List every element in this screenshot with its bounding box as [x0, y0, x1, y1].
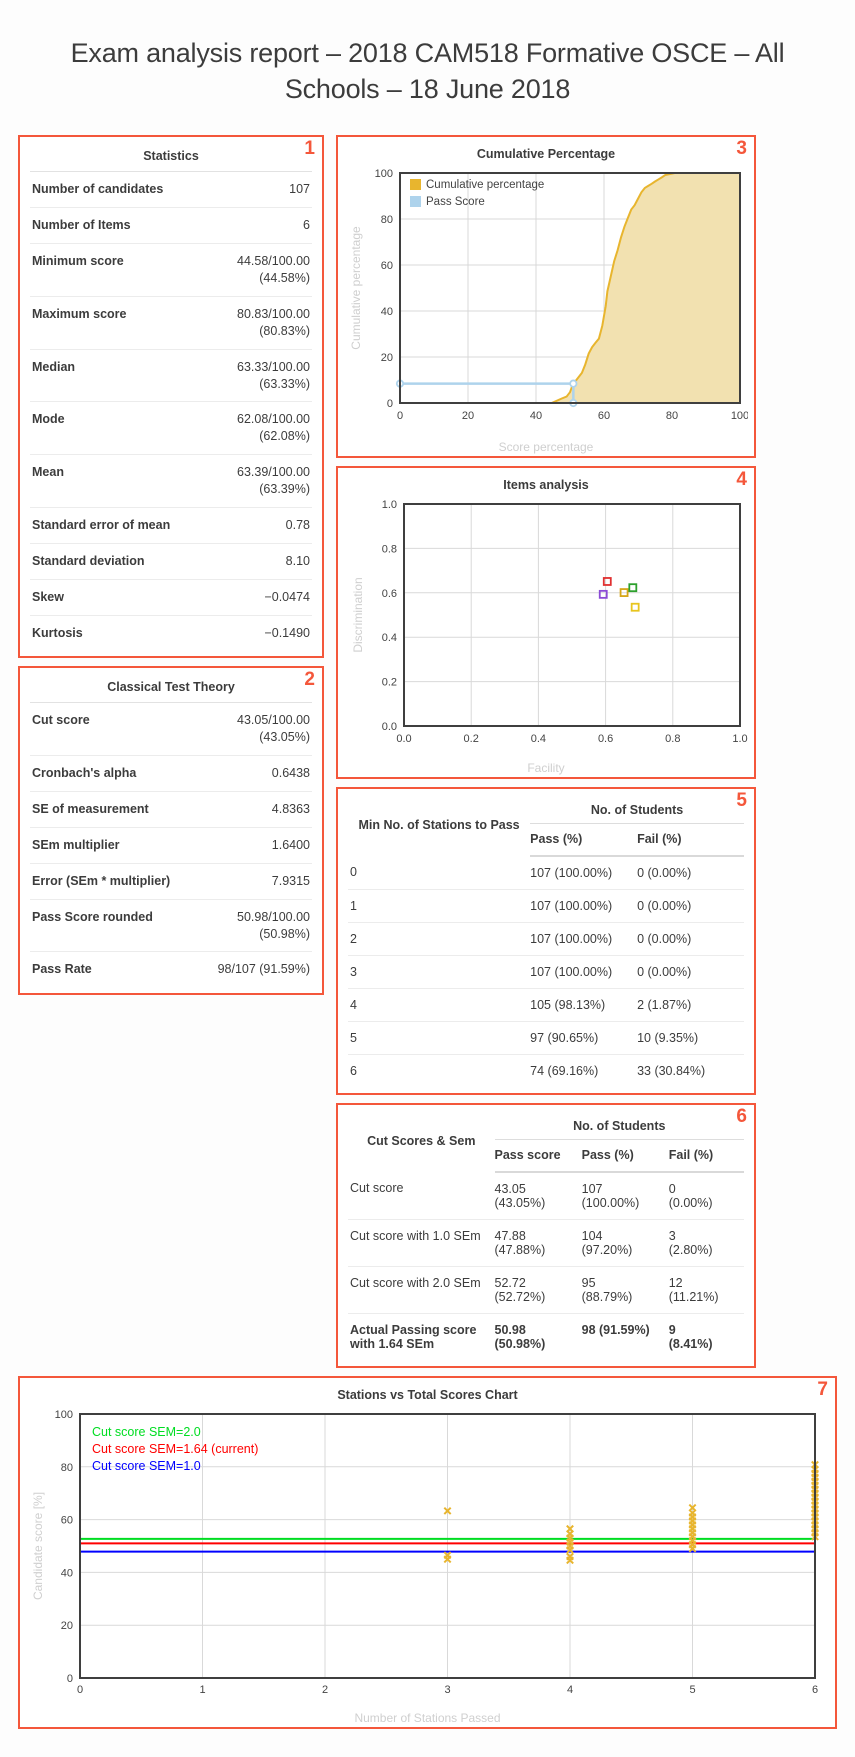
y-tick: 100 — [54, 1409, 73, 1422]
stations-ylabel: Candidate score [%] — [31, 1492, 45, 1601]
table-row — [348, 1267, 744, 1314]
cell-fail-sub: (0.00%) — [668, 1196, 713, 1211]
row-value-main: 0.6438 — [271, 766, 310, 781]
x-tick: 2 — [321, 1684, 329, 1697]
y-tick: 0 — [66, 1673, 73, 1686]
cell-fail: 33 (30.84%) — [637, 1064, 706, 1079]
row-label: Standard error of mean — [30, 507, 177, 543]
cell-fail-sub: (11.21%) — [668, 1290, 719, 1305]
items-ylabel: Discrimination — [351, 577, 365, 654]
cell-pass — [582, 1314, 669, 1361]
row-value — [177, 296, 312, 349]
col-header-fail: Fail (%) — [669, 1140, 744, 1173]
row-value-main: 1.6400 — [271, 837, 310, 852]
row-value — [177, 756, 312, 792]
row-value-main: 62.08/100.00 — [237, 412, 310, 427]
table-row — [30, 827, 312, 863]
row-value — [177, 244, 312, 297]
x-tick: 4 — [566, 1684, 574, 1697]
cumulative-chart-svg — [348, 163, 748, 433]
cell-fail: 0 (0.00%) — [637, 956, 744, 989]
stations-row-header: Min No. of Stations to Pass — [358, 817, 520, 832]
cell-pass — [582, 1220, 669, 1267]
right-column — [336, 135, 756, 1376]
row-value — [177, 349, 312, 402]
cell-stations: 2 — [348, 923, 530, 956]
x-tick: 40 — [529, 410, 543, 423]
x-tick: 5 — [689, 1684, 696, 1697]
cumulative-percentage-chart — [348, 163, 748, 438]
min-stations-table — [348, 793, 744, 1087]
x-tick: 3 — [444, 1684, 451, 1697]
report-columns — [0, 135, 855, 1376]
stations-annotation-0: Cut score SEM=2.0 — [92, 1425, 201, 1440]
cell-fail: 0 (0.00%) — [637, 856, 744, 890]
items-data-point — [632, 604, 639, 611]
cell-stations: 5 — [348, 1022, 530, 1055]
table-row — [30, 579, 312, 615]
cell-pass: 105 (98.13%) — [530, 989, 637, 1022]
table-row — [30, 349, 312, 402]
row-value — [177, 208, 312, 244]
row-value-main: 7.9315 — [271, 873, 310, 888]
exam-analysis-report-page — [0, 18, 855, 1757]
row-value — [177, 899, 312, 952]
statistics-title: Statistics — [30, 141, 312, 172]
table-row — [348, 856, 744, 890]
cell-fail: 2 (1.87%) — [637, 989, 744, 1022]
row-value — [177, 543, 312, 579]
table-title-row — [30, 672, 312, 703]
table-row — [30, 208, 312, 244]
table-row — [30, 507, 312, 543]
cell-fail-main: 9 — [668, 1323, 676, 1338]
panel-cumulative-percentage — [336, 135, 756, 458]
cell-pass-score — [495, 1220, 582, 1267]
y-tick: 0.8 — [381, 543, 397, 556]
panel-min-stations-students — [336, 787, 756, 1095]
table-row — [30, 455, 312, 508]
items-xaxis-label: Facility — [527, 761, 565, 776]
cell-fail: 0 (0.00%) — [637, 890, 744, 923]
row-value-main: −0.0474 — [264, 589, 310, 604]
cell-pass-main: 98 (91.59%) — [581, 1323, 650, 1338]
row-value — [177, 579, 312, 615]
y-tick: 80 — [60, 1462, 73, 1475]
row-value-main: 43.05/100.00 — [237, 713, 310, 728]
table-row — [30, 402, 312, 455]
row-label: Minimum score — [30, 244, 177, 297]
row-value-sub: (80.83%) — [259, 323, 310, 338]
x-tick: 80 — [665, 410, 679, 423]
cell-stations: 1 — [348, 890, 530, 923]
panel-number-1: 1 — [304, 138, 315, 160]
y-tick: 0 — [386, 398, 393, 411]
cell-pass-score-sub: (50.98%) — [494, 1337, 546, 1352]
items-data-point — [629, 585, 636, 592]
table-row — [30, 792, 312, 828]
panel-number-2: 2 — [304, 669, 315, 691]
cell-pass-score — [495, 1172, 582, 1220]
cutscores-group-header: No. of Students — [495, 1109, 744, 1140]
row-value — [177, 863, 312, 899]
row-value-main: 63.33/100.00 — [237, 359, 310, 374]
cell-pass-score-main: 43.05 — [494, 1182, 526, 1197]
legend-label-cumulative: Cumulative percentage — [426, 179, 545, 192]
cell-pass: 107 (100.00%) — [530, 856, 637, 890]
row-value — [177, 952, 312, 987]
cell-fail — [669, 1267, 744, 1314]
cell-pass-score-sub: (52.72%) — [494, 1290, 546, 1305]
cell-pass: 107 (100.00%) — [530, 923, 637, 956]
row-value-main: 4.8363 — [271, 802, 310, 817]
cell-pass-main: 95 — [581, 1276, 596, 1291]
y-tick: 0.4 — [381, 632, 397, 645]
table-row — [348, 956, 744, 989]
items-data-point — [604, 578, 611, 585]
row-value — [177, 615, 312, 650]
row-value-main: 63.39/100.00 — [237, 465, 310, 480]
items-analysis-chart — [348, 494, 748, 759]
table-row — [30, 756, 312, 792]
x-tick: 20 — [461, 410, 475, 423]
cell-fail-sub: (2.80%) — [668, 1243, 713, 1258]
cumulative-legend — [410, 179, 544, 208]
left-column — [18, 135, 324, 1003]
cell-fail-main: 3 — [668, 1229, 676, 1244]
cell-pass: 74 (69.16%) — [530, 1064, 599, 1079]
ctt-title: Classical Test Theory — [30, 672, 312, 703]
group-header-row — [348, 793, 744, 824]
table-row — [30, 296, 312, 349]
stations-chart-svg — [30, 1404, 825, 1704]
statistics-table — [30, 141, 312, 650]
col-header-pass: Pass (%) — [582, 1140, 669, 1173]
y-tick: 40 — [60, 1567, 73, 1580]
row-label: Kurtosis — [32, 625, 83, 640]
cumulative-chart-title: Cumulative Percentage — [476, 147, 616, 162]
ctt-table — [30, 672, 312, 987]
col-header-fail: Fail (%) — [637, 824, 744, 857]
row-value-main: 8.10 — [285, 553, 310, 568]
table-row — [348, 1220, 744, 1267]
row-value-sub: (50.98%) — [259, 926, 310, 941]
row-label: Skew — [30, 579, 177, 615]
row-value-sub: (44.58%) — [259, 271, 310, 286]
row-value-sub: (63.39%) — [259, 482, 310, 497]
row-label: Error (SEm * multiplier) — [30, 863, 177, 899]
group-header-row — [348, 1109, 744, 1140]
row-label: Number of candidates — [30, 172, 177, 208]
row-value-main: 6 — [303, 218, 310, 233]
row-value-main: 107 — [289, 182, 310, 197]
x-tick: 100 — [730, 410, 748, 423]
table-row — [30, 543, 312, 579]
table-row — [30, 952, 312, 987]
x-tick: 0.0 — [396, 733, 412, 746]
cell-fail: 0 (0.00%) — [637, 923, 744, 956]
stations-annotation-1: Cut score SEM=1.64 (current) — [92, 1442, 259, 1457]
cell-pass-score — [495, 1314, 582, 1361]
row-value — [177, 792, 312, 828]
cell-pass-main: 107 — [581, 1182, 603, 1197]
panel-number-3: 3 — [736, 138, 747, 160]
y-tick: 60 — [60, 1515, 73, 1528]
stations-chart-title: Stations vs Total Scores Chart — [337, 1388, 518, 1403]
row-value-main: 98/107 (91.59%) — [217, 962, 310, 977]
row-value-sub: (63.33%) — [259, 376, 310, 391]
y-tick: 1.0 — [381, 499, 397, 512]
cell-pass-score-main: 47.88 — [494, 1229, 526, 1244]
row-label: Pass Rate — [32, 962, 92, 977]
panel-number-6: 6 — [736, 1106, 747, 1128]
y-tick: 100 — [374, 168, 393, 181]
cell-pass-score-main: 52.72 — [494, 1276, 526, 1291]
x-tick: 0 — [76, 1684, 84, 1697]
cell-fail-main: 12 — [668, 1276, 683, 1291]
x-tick: 0 — [396, 410, 404, 423]
stations-annotation-2: Cut score SEM=1.0 — [92, 1459, 201, 1474]
row-label: Pass Score rounded — [30, 899, 177, 952]
row-value-sub: (62.08%) — [259, 429, 310, 444]
row-label: SE of measurement — [30, 792, 177, 828]
y-tick: 60 — [380, 260, 393, 273]
row-value-sub: (43.05%) — [259, 730, 310, 745]
y-tick: 40 — [380, 306, 393, 319]
cut-scores-table — [348, 1109, 744, 1360]
cell-stations: 4 — [348, 989, 530, 1022]
col-header-pass: Pass (%) — [530, 824, 637, 857]
panel-items-analysis — [336, 466, 756, 779]
cumulative-ylabel: Cumulative percentage — [349, 226, 363, 351]
row-value-main: 80.83/100.00 — [237, 306, 310, 321]
row-label: SEm multiplier — [30, 827, 177, 863]
cell-pass: 107 (100.00%) — [530, 956, 637, 989]
cell-pass-main: 104 — [581, 1229, 603, 1244]
row-value — [177, 703, 312, 756]
x-tick: 1 — [199, 1684, 206, 1697]
panel-number-5: 5 — [736, 790, 747, 812]
cell-label: Cut score with 2.0 SEm — [348, 1267, 495, 1314]
row-value-main: −0.1490 — [264, 625, 310, 640]
cumulative-xaxis-label: Score percentage — [498, 440, 594, 455]
y-tick: 80 — [380, 214, 393, 227]
y-tick: 0.2 — [381, 677, 397, 690]
cell-pass — [582, 1267, 669, 1314]
stations-xaxis-label: Number of Stations Passed — [354, 1711, 501, 1726]
panel-cut-scores-sem — [336, 1103, 756, 1368]
row-label: Standard deviation — [30, 543, 177, 579]
panel-classical-test-theory — [18, 666, 324, 995]
table-row — [348, 1022, 744, 1055]
row-label: Maximum score — [30, 296, 177, 349]
table-row — [30, 863, 312, 899]
table-row — [30, 703, 312, 756]
panel-number-7: 7 — [817, 1379, 828, 1401]
col-header-pass-score: Pass score — [495, 1140, 582, 1173]
cell-pass — [582, 1172, 669, 1220]
x-tick: 0.6 — [597, 733, 614, 746]
row-label: Number of Items — [30, 208, 177, 244]
row-label: Cronbach's alpha — [30, 756, 177, 792]
panel-statistics — [18, 135, 324, 658]
row-value — [177, 172, 312, 208]
table-row — [30, 615, 312, 650]
x-tick: 0.4 — [530, 733, 547, 746]
row-value — [177, 455, 312, 508]
cell-pass-score — [495, 1267, 582, 1314]
cell-pass-sub: (97.20%) — [581, 1243, 633, 1258]
row-value — [177, 402, 312, 455]
table-row — [348, 923, 744, 956]
cell-pass: 107 (100.00%) — [530, 890, 637, 923]
row-label: Median — [30, 349, 177, 402]
table-row — [348, 989, 744, 1022]
cell-label: Cut score with 1.0 SEm — [348, 1220, 495, 1267]
cell-stations: 3 — [348, 956, 530, 989]
panel-stations-vs-scores — [18, 1376, 837, 1729]
row-value-main: 0.78 — [285, 517, 310, 532]
page-title: Exam analysis report – 2018 CAM518 Formative OSCE – All Schools – 18 June 2018 — [70, 38, 785, 104]
row-label: Mode — [30, 402, 177, 455]
y-tick: 20 — [380, 352, 393, 365]
table-row — [348, 1172, 744, 1220]
cell-fail-main: 0 — [668, 1182, 676, 1197]
table-row — [348, 890, 744, 923]
table-row — [30, 172, 312, 208]
row-label: Mean — [30, 455, 177, 508]
cell-pass-score-main: 50.98 — [494, 1323, 526, 1338]
students-group-header: No. of Students — [530, 793, 744, 824]
x-tick: 0.8 — [665, 733, 681, 746]
table-row — [348, 1314, 744, 1361]
panel-number-4: 4 — [736, 469, 747, 491]
x-tick: 6 — [811, 1684, 819, 1697]
cell-label: Cut score — [348, 1172, 495, 1220]
cell-pass-score-sub: (43.05%) — [494, 1196, 546, 1211]
cell-fail — [669, 1220, 744, 1267]
cell-fail — [669, 1314, 744, 1361]
stations-vs-scores-chart — [30, 1404, 825, 1709]
cell-fail: 10 (9.35%) — [637, 1022, 744, 1055]
x-tick: 0.2 — [463, 733, 479, 746]
cell-pass: 97 (90.65%) — [530, 1022, 637, 1055]
row-label: Cut score — [30, 703, 177, 756]
table-title-row — [30, 141, 312, 172]
table-row — [30, 244, 312, 297]
cell-pass-sub: (100.00%) — [581, 1196, 640, 1211]
cell-stations: 0 — [348, 856, 530, 890]
row-value — [177, 827, 312, 863]
row-value-main: 50.98/100.00 — [237, 909, 310, 924]
cell-pass-sub: (88.79%) — [581, 1290, 633, 1305]
cell-fail — [669, 1172, 744, 1220]
row-value-main: 44.58/100.00 — [237, 254, 310, 269]
y-tick: 0.6 — [381, 588, 397, 601]
items-chart-svg — [348, 494, 748, 754]
cutscores-row-header: Cut Scores & Sem — [367, 1133, 476, 1148]
table-row — [348, 1055, 744, 1088]
cell-fail-sub: (8.41%) — [668, 1337, 713, 1352]
row-value — [177, 507, 312, 543]
cell-pass-score-sub: (47.88%) — [494, 1243, 546, 1258]
x-tick: 60 — [597, 410, 611, 423]
cell-label: Actual Passing score with 1.64 SEm — [350, 1323, 477, 1352]
cell-stations: 6 — [350, 1064, 357, 1079]
items-chart-title: Items analysis — [503, 478, 589, 493]
legend-label-pass-score: Pass Score — [426, 196, 485, 209]
x-tick: 1.0 — [732, 733, 748, 746]
y-tick: 0.0 — [381, 721, 397, 734]
y-tick: 20 — [60, 1620, 73, 1633]
table-row — [30, 899, 312, 952]
